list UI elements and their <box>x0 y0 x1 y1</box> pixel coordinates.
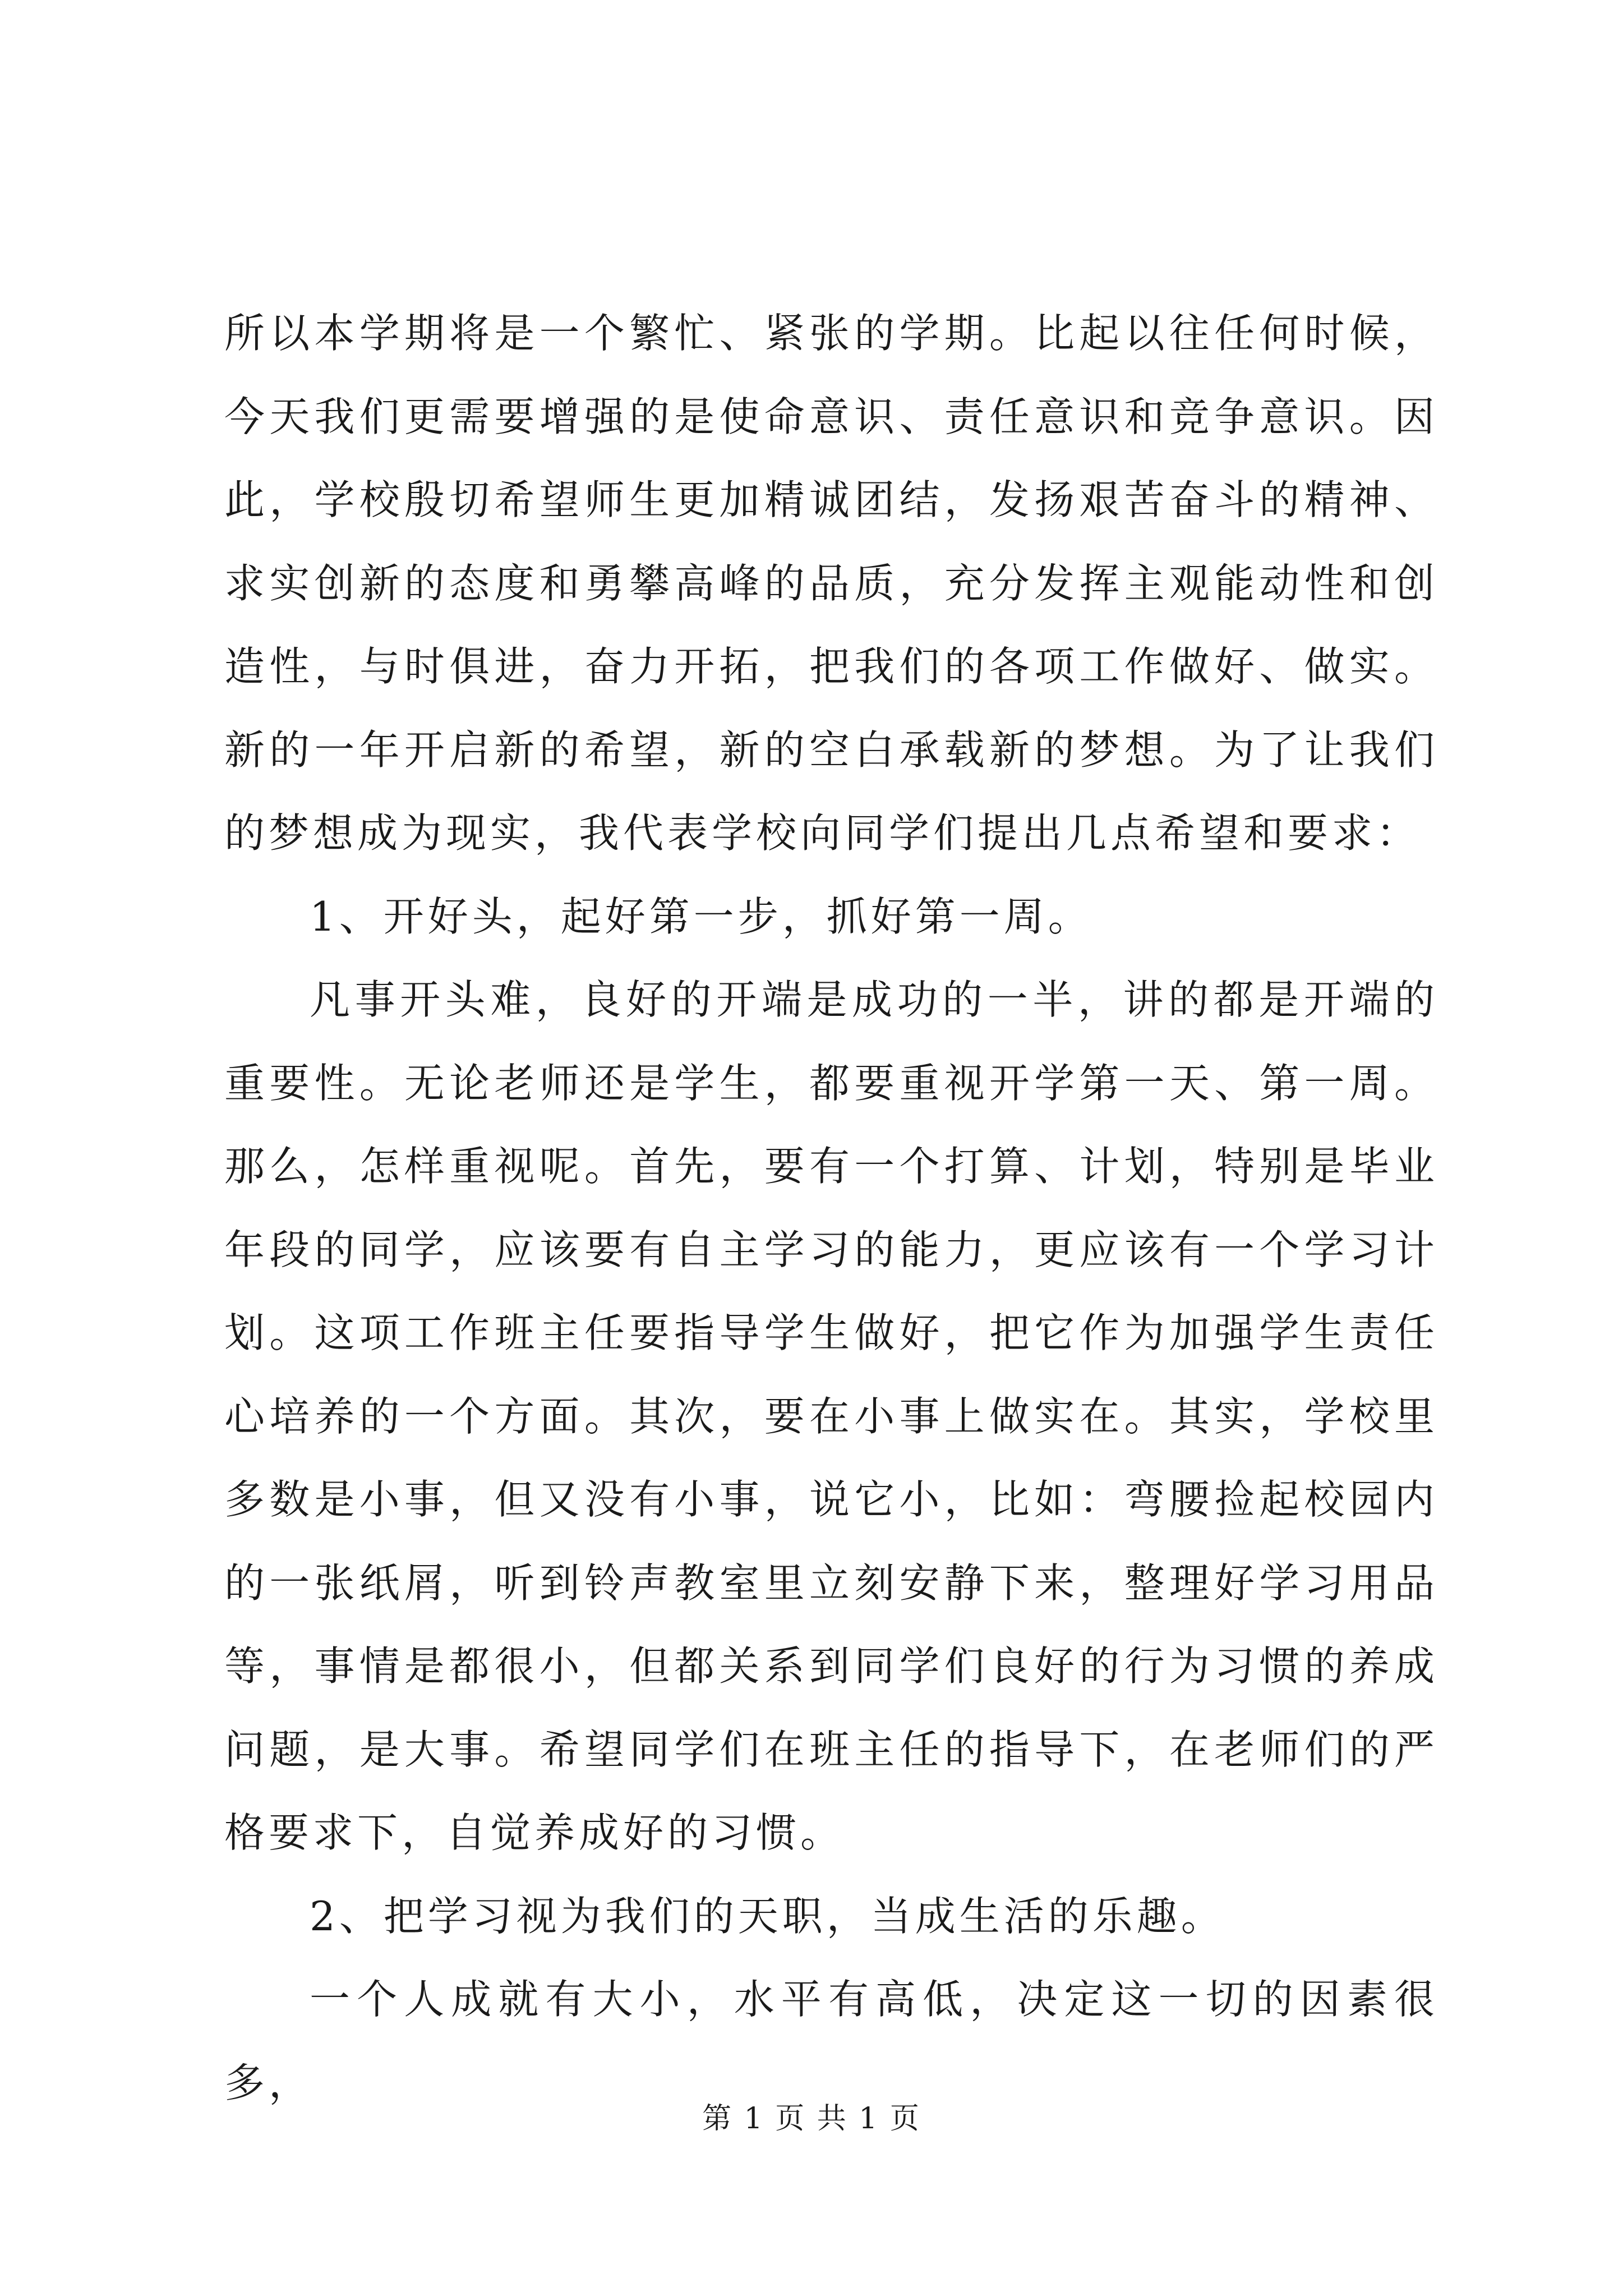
document-body <box>224 292 1438 2124</box>
page-footer: 第 1 页 共 1 页 <box>702 2102 921 2136</box>
paragraph: 凡事开头难，良好的开端是成功的一半，讲的都是开端的重要性。无论老师还是学生，都要重视开学第一天、第一周。那么，怎样重视呢。首先，要有一个打算、计划，特别是毕业年段的同学，应该要有自主学习的能力，更应该有一个学习计划。这项工作班主任要指导学生做好，把它作为加强学生责任心培养的一个方面。其次，要在小事上做实在。其实，学校里多数是小事，但又没有小事，说它小，比如：弯腰捡起校园内的一张纸屑，听到铃声教室里立刻安静下来，整理好学习用品等，事情是都很小，但都关系到同学们良好的行为习惯的养成问题，是大事。希望同学们在班主任的指导下，在老师们的严格要求下，自觉养成好的习惯。 <box>224 976 1438 1856</box>
paragraph: 一个人成就有大小，水平有高低，决定这一切的因素很多， <box>224 1976 1438 2106</box>
numbered-heading: 2、把学习视为我们的天职，当成生活的乐趣。 <box>310 1892 1225 1940</box>
paragraph: 所以本学期将是一个繁忙、紧张的学期。比起以往任何时候，今天我们更需要增强的是使命意识、责任意识和竞争意识。因此，学校殷切希望师生更加精诚团结，发扬艰苦奋斗的精神、求实创新的态度和勇攀高峰的品质，充分发挥主观能动性和创造性，与时俱进，奋力开拓，把我们的各项工作做好、做实。新的一年开启新的希望，新的空白承载新的梦想。为了让我们的梦想成为现实，我代表学校向同学们提出几点希望和要求： <box>224 310 1438 857</box>
numbered-heading: 1、开好头，起好第一步，抓好第一周。 <box>310 892 1092 940</box>
